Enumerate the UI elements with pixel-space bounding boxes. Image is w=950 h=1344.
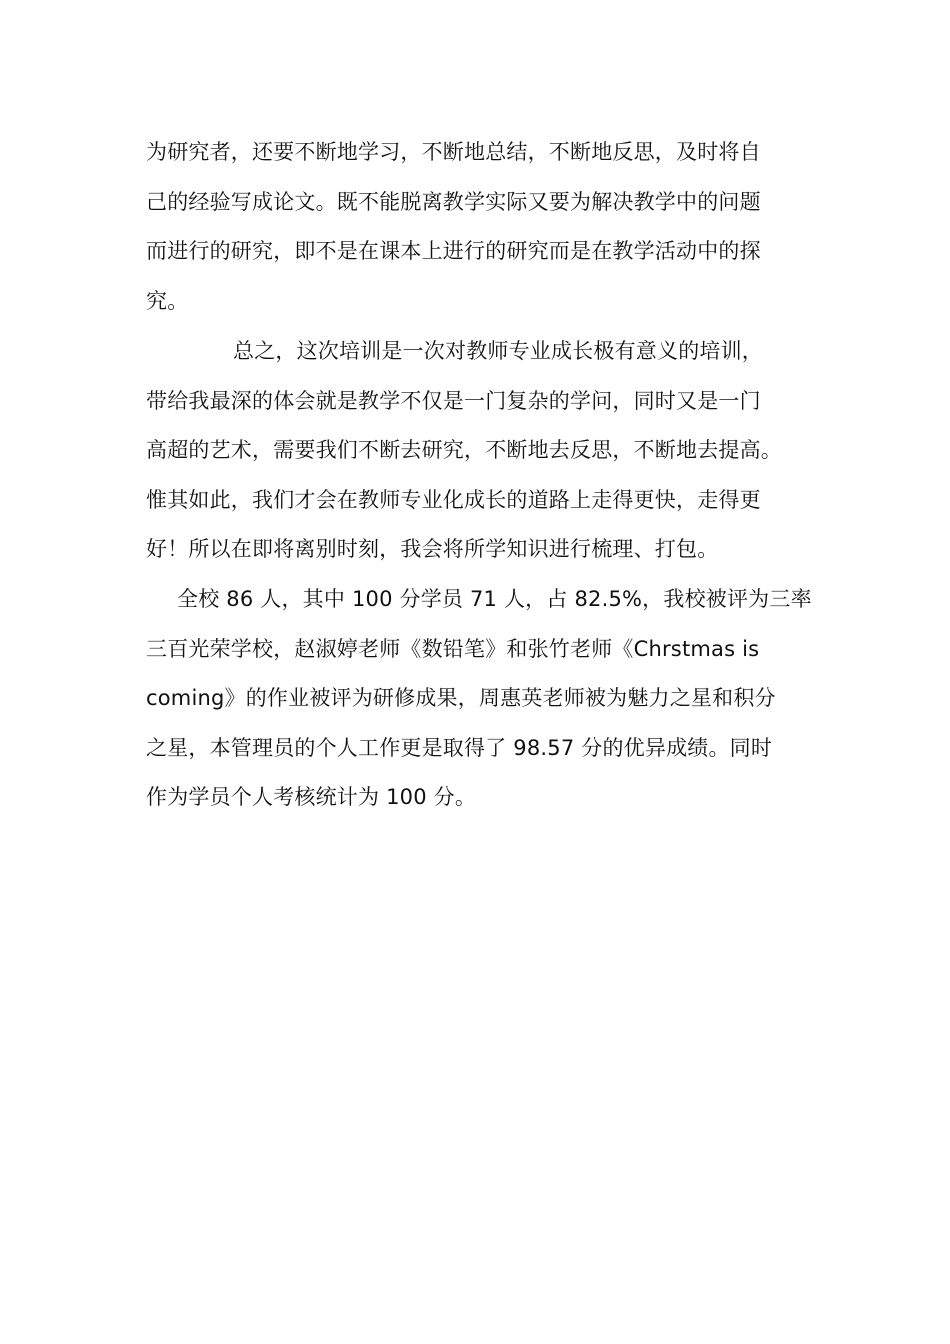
paragraph-line: coming》的作业被评为研修成果，周惠英老师被为魅力之星和积分 bbox=[146, 686, 776, 710]
paragraph-line: 三百光荣学校，赵淑婷老师《数铅笔》和张竹老师《Chrstmas is bbox=[146, 636, 760, 661]
paragraph-results bbox=[146, 575, 816, 823]
paragraph-line: 全校 86 人，其中 100 分学员 71 人，占 82.5%，我校被评为三率 bbox=[177, 587, 812, 611]
paragraph-line: 总之，这次培训是一次对教师专业成长极有意义的培训， bbox=[233, 339, 763, 363]
paragraph-line: 究。 bbox=[146, 288, 189, 313]
paragraph-line: 惟其如此，我们才会在教师专业化成长的道路上走得更快，走得更 bbox=[146, 487, 761, 512]
paragraph-line: 而进行的研究，即不是在课本上进行的研究而是在教学活动中的探 bbox=[146, 239, 761, 263]
paragraph-research bbox=[146, 128, 816, 326]
paragraph-line: 之星，本管理员的个人工作更是取得了 98.57 分的优异成绩。同时 bbox=[146, 735, 773, 760]
paragraph-line: 己的经验写成论文。既不能脱离教学实际又要为解决教学中的问题 bbox=[146, 189, 761, 214]
paragraph-summary bbox=[146, 327, 816, 575]
paragraph-line: 为研究者，还要不断地学习，不断地总结，不断地反思，及时将自 bbox=[146, 140, 761, 164]
paragraph-line: 好！所以在即将离别时刻，我会将所学知识进行梳理、打包。 bbox=[146, 537, 719, 561]
paragraph-line: 作为学员个人考核统计为 100 分。 bbox=[146, 785, 477, 809]
paragraph-line: 带给我最深的体会就是教学不仅是一门复杂的学问，同时又是一门 bbox=[146, 388, 761, 413]
paragraph-line: 高超的艺术，需要我们不断去研究，不断地去反思，不断地去提高。 bbox=[146, 438, 782, 462]
